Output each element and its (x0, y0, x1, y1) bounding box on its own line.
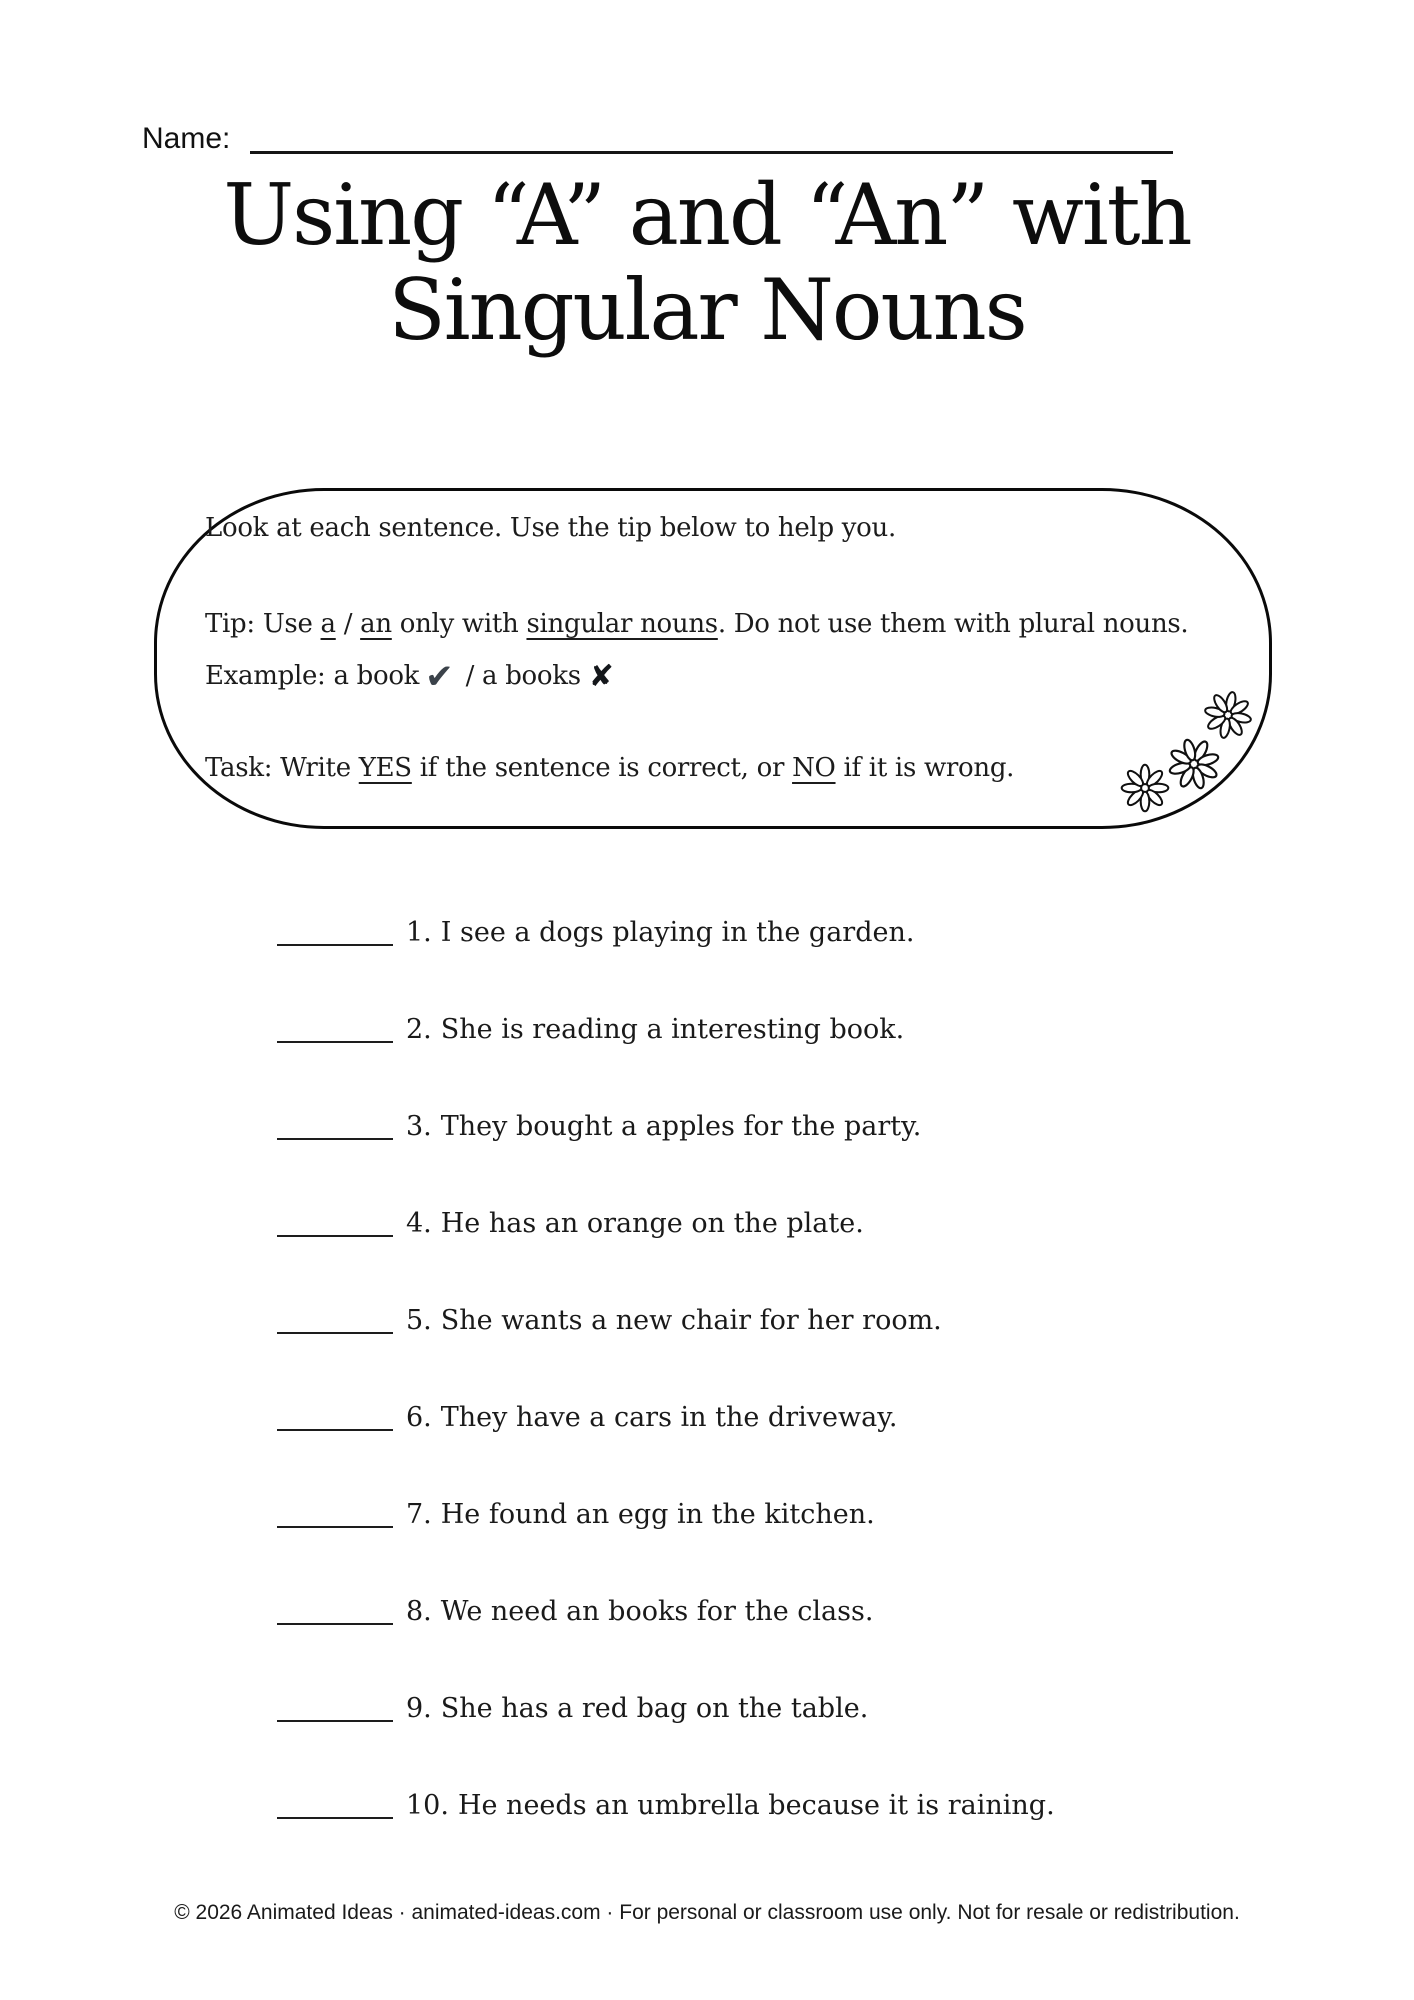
cross-icon: ✘ (588, 659, 614, 694)
name-label: Name: (142, 122, 231, 155)
item-number: 8. (406, 1596, 432, 1627)
text-segment: / (335, 609, 361, 639)
text-segment: YES (358, 753, 412, 783)
item-text: She has a red bag on the table. (440, 1693, 869, 1724)
exercise-item (277, 1204, 864, 1237)
exercise-item (277, 913, 914, 946)
item-text: He needs an umbrella because it is raining. (457, 1790, 1055, 1821)
item-text: I see a dogs playing in the garden. (440, 917, 915, 948)
answer-blank (277, 918, 393, 946)
name-blank-line (250, 151, 1173, 154)
item-text: He has an orange on the plate. (440, 1208, 864, 1239)
item-number: 3. (406, 1111, 432, 1142)
exercise-item (277, 1495, 875, 1528)
item-text: She is reading a interesting book. (440, 1014, 905, 1045)
check-icon: ✔ (425, 657, 454, 697)
item-number: 10. (406, 1790, 449, 1821)
text-segment: Look at each sentence. Use the tip below to help you. (205, 513, 896, 543)
exercise-item (277, 1010, 904, 1043)
item-text: We need an books for the class. (440, 1596, 874, 1627)
text-segment: singular nouns (526, 609, 718, 639)
instruction-task (205, 753, 1014, 784)
exercise-item (277, 1592, 873, 1625)
flower-icon (1122, 765, 1169, 812)
item-number: 7. (406, 1499, 432, 1530)
item-number: 2. (406, 1014, 432, 1045)
exercise-item (277, 1107, 921, 1140)
flower-icon (1200, 687, 1255, 742)
answer-blank (277, 1015, 393, 1043)
item-number: 5. (406, 1305, 432, 1336)
answer-blank (277, 1791, 393, 1819)
text-segment: a (320, 609, 336, 639)
text-segment: if the sentence is correct, or (411, 753, 793, 783)
answer-blank (277, 1209, 393, 1237)
answer-blank (277, 1500, 393, 1528)
text-segment: Tip: Use (205, 609, 321, 639)
title-line-2: Singular Nouns (388, 261, 1026, 359)
text-segment: if it is wrong. (835, 753, 1015, 783)
item-number: 6. (406, 1402, 432, 1433)
text-segment: / a books (457, 661, 581, 691)
item-text: He found an egg in the kitchen. (440, 1499, 875, 1530)
instruction-example (205, 657, 614, 698)
item-number: 1. (406, 917, 432, 948)
text-segment: Task: Write (205, 753, 359, 783)
title-line-1: Using “A” and “An” with (223, 166, 1191, 264)
text-segment: an (360, 609, 392, 639)
text-segment: Example: a book (205, 661, 420, 691)
instruction-intro (205, 513, 896, 544)
page-title (0, 168, 1414, 358)
exercise-item (277, 1398, 897, 1431)
item-number: 4. (406, 1208, 432, 1239)
exercise-item (277, 1786, 1055, 1819)
item-text: They bought a apples for the party. (440, 1111, 922, 1142)
answer-blank (277, 1306, 393, 1334)
text-segment: NO (792, 753, 836, 783)
flower-icon (1160, 730, 1228, 798)
text-segment: only with (391, 609, 527, 639)
answer-blank (277, 1597, 393, 1625)
flower-decoration-group (1100, 680, 1270, 830)
answer-blank (277, 1403, 393, 1431)
exercise-item (277, 1301, 942, 1334)
exercise-item (277, 1689, 868, 1722)
instruction-tip (205, 609, 1188, 640)
text-segment: . Do not use them with plural nouns. (717, 609, 1189, 639)
item-text: They have a cars in the driveway. (440, 1402, 898, 1433)
answer-blank (277, 1112, 393, 1140)
item-text: She wants a new chair for her room. (440, 1305, 942, 1336)
item-number: 9. (406, 1693, 432, 1724)
answer-blank (277, 1694, 393, 1722)
copyright-footer: © 2026 Animated Ideas · animated-ideas.com · For personal or classroom use only. Not for resale or redistribution. (174, 1901, 1240, 1924)
